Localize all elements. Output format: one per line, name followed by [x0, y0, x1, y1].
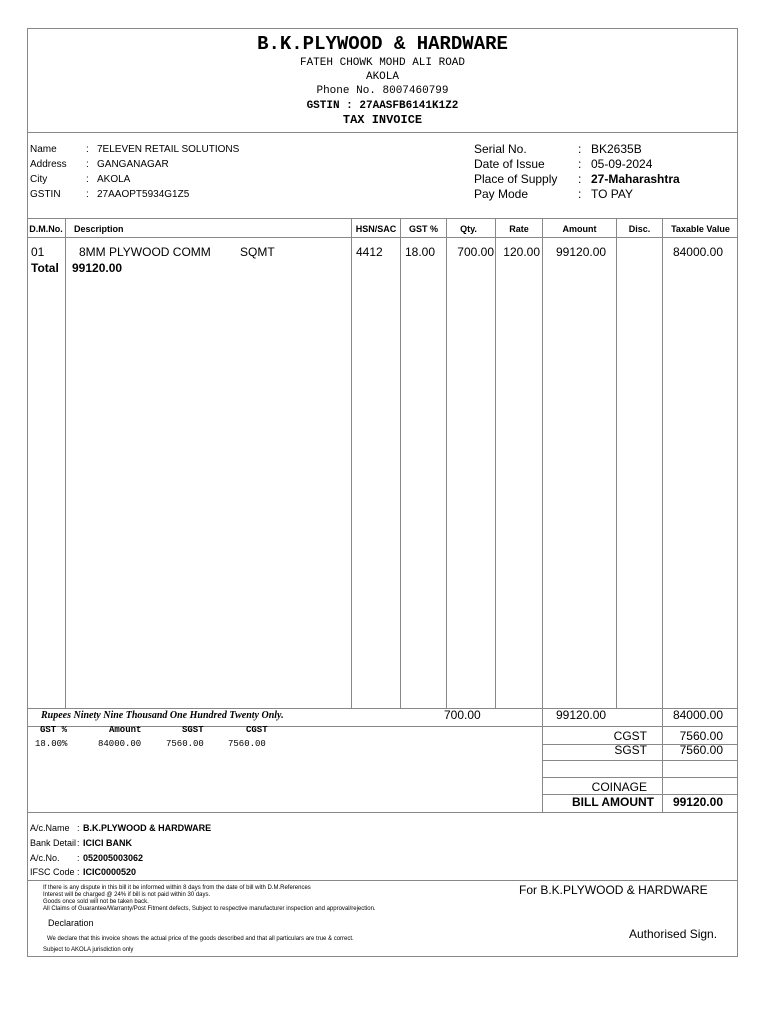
col-disc: Disc. — [628, 224, 651, 234]
customer-gstin: 27AAOPT5934G1Z5 — [97, 189, 190, 200]
col-hsn: HSN/SAC — [355, 224, 397, 234]
declaration-text: We declare that this invoice shows the actual price of the goods described and that all particulars are true & correct. — [47, 936, 354, 942]
gst-summary-value: 18.00% — [35, 739, 68, 749]
sgst-value: 7560.00 — [679, 743, 723, 757]
name-label: Name — [30, 144, 57, 155]
bill-amount-label: BILL AMOUNT — [572, 795, 654, 809]
bill-amount-value: 99120.00 — [672, 795, 723, 809]
gst-summary-value: 84000.00 — [98, 739, 142, 749]
pay-mode: TO PAY — [591, 187, 634, 201]
item-description: 8MM PLYWOOD COMM — [79, 245, 211, 259]
company-address-1: FATEH CHOWK MOHD ALI ROAD — [299, 57, 466, 69]
city-label: City — [30, 174, 48, 185]
declaration-label: Declaration — [48, 918, 94, 928]
item-taxable: 84000.00 — [672, 245, 723, 259]
bank-value: ICICI BANK — [83, 838, 132, 848]
customer-name: 7ELEVEN RETAIL SOLUTIONS — [97, 144, 240, 155]
gstin-label: GSTIN — [30, 189, 61, 200]
company-gstin: GSTIN : 27AASFB6141K1Z2 — [306, 100, 459, 112]
gst-summary-header: GST % — [40, 725, 68, 735]
colon: : — [77, 853, 80, 863]
tax-line — [27, 812, 738, 813]
total-qty: 700.00 — [444, 708, 481, 722]
gst-summary-header: CGST — [246, 725, 268, 735]
gst-summary-header: SGST — [182, 725, 204, 735]
col-description: Description — [74, 224, 124, 234]
acno-value: 052005003062 — [83, 853, 144, 863]
date-of-issue: 05-09-2024 — [591, 157, 653, 171]
col-divider — [662, 219, 663, 813]
col-qty: Qty. — [460, 224, 477, 234]
company-address-2: AKOLA — [365, 71, 399, 83]
serial-label: Serial No. — [474, 142, 527, 156]
col-divider — [495, 219, 496, 708]
customer-address: GANGANAGAR — [97, 159, 169, 170]
totals-top-line — [27, 708, 738, 709]
total-amount: 99120.00 — [556, 708, 607, 722]
acname-label: A/c.Name — [30, 823, 70, 833]
colon: : — [86, 144, 89, 155]
item-gst: 18.00 — [405, 245, 436, 259]
tax-line — [542, 760, 738, 761]
terms-line: Interest will be charged @ 24% if bill is not paid within 30 days. — [43, 892, 211, 898]
terms-line: All Claims of Guarantee/Warranty/Post Fitment defects, Subject to respective manufacturer inspection and approval/rejection. — [43, 906, 376, 912]
supply-label: Place of Supply — [474, 172, 558, 186]
colon: : — [86, 174, 89, 185]
total-taxable: 84000.00 — [672, 708, 723, 722]
total-label: Total — [31, 261, 59, 275]
colon: : — [77, 838, 80, 848]
cgst-value: 7560.00 — [679, 729, 723, 743]
colon: : — [86, 159, 89, 170]
item-amount: 99120.00 — [556, 245, 607, 259]
acname-value: B.K.PLYWOOD & HARDWARE — [83, 823, 212, 833]
col-dmno: D.M.No. — [29, 224, 63, 234]
amount-in-words: Rupees Ninety Nine Thousand One Hundred Twenty Only. — [41, 710, 284, 721]
customer-city: AKOLA — [97, 174, 131, 185]
total-value: 99120.00 — [72, 261, 123, 275]
item-hsn: 4412 — [356, 245, 383, 259]
paymode-label: Pay Mode — [474, 187, 529, 201]
col-taxable: Taxable Value — [671, 224, 730, 234]
col-divider — [542, 219, 543, 813]
item-qty: 700.00 — [457, 245, 494, 259]
header — [27, 32, 738, 128]
gst-summary-header: Amount — [109, 725, 142, 735]
terms-line: If there is any dispute in this bill it be informed within 8 days from the date of bill with D.M.References — [43, 885, 311, 891]
colon: : — [77, 823, 80, 833]
colon: : — [77, 867, 80, 877]
serial-number: BK2635B — [591, 142, 642, 156]
col-divider — [446, 219, 447, 708]
colon: : — [86, 189, 89, 200]
terms-line: Goods once sold will not be taken back. — [43, 899, 149, 905]
col-divider — [65, 219, 66, 708]
company-phone: Phone No. 8007460799 — [316, 85, 449, 97]
company-name: B.K.PLYWOOD & HARDWARE — [257, 33, 508, 55]
colon: : — [578, 172, 582, 186]
authorised-sign: Authorised Sign. — [629, 927, 718, 941]
gst-summary-value: 7560.00 — [166, 739, 204, 749]
item-unit: SQMT — [240, 245, 275, 259]
place-of-supply: 27-Maharashtra — [591, 172, 680, 186]
table-header-bottom-line — [27, 237, 738, 238]
jurisdiction: Subject to AKOLA jurisdiction only — [43, 947, 134, 953]
ifsc-label: IFSC Code — [30, 867, 75, 877]
cgst-label: CGST — [613, 729, 647, 743]
colon: : — [578, 187, 582, 201]
date-label: Date of Issue — [474, 157, 545, 171]
col-amount: Amount — [562, 224, 597, 234]
col-divider — [351, 219, 352, 708]
coinage-label: COINAGE — [591, 780, 647, 794]
footer-top-line — [27, 880, 738, 881]
bank-label: Bank Detail — [30, 838, 77, 848]
item-rate: 120.00 — [503, 245, 540, 259]
sgst-label: SGST — [614, 743, 647, 757]
gst-summary-value: 7560.00 — [228, 739, 266, 749]
colon: : — [578, 157, 582, 171]
tax-line — [542, 777, 738, 778]
for-company: For B.K.PLYWOOD & HARDWARE — [519, 883, 708, 897]
address-label: Address — [30, 159, 67, 170]
col-rate: Rate — [509, 224, 529, 234]
col-divider — [400, 219, 401, 708]
col-gst: GST % — [408, 224, 438, 234]
colon: : — [578, 142, 582, 156]
document-title: TAX INVOICE — [342, 113, 423, 127]
item-dmno: 01 — [31, 245, 45, 259]
col-divider — [616, 219, 617, 708]
ifsc-value: ICIC0000520 — [83, 867, 137, 877]
acno-label: A/c.No. — [30, 853, 60, 863]
